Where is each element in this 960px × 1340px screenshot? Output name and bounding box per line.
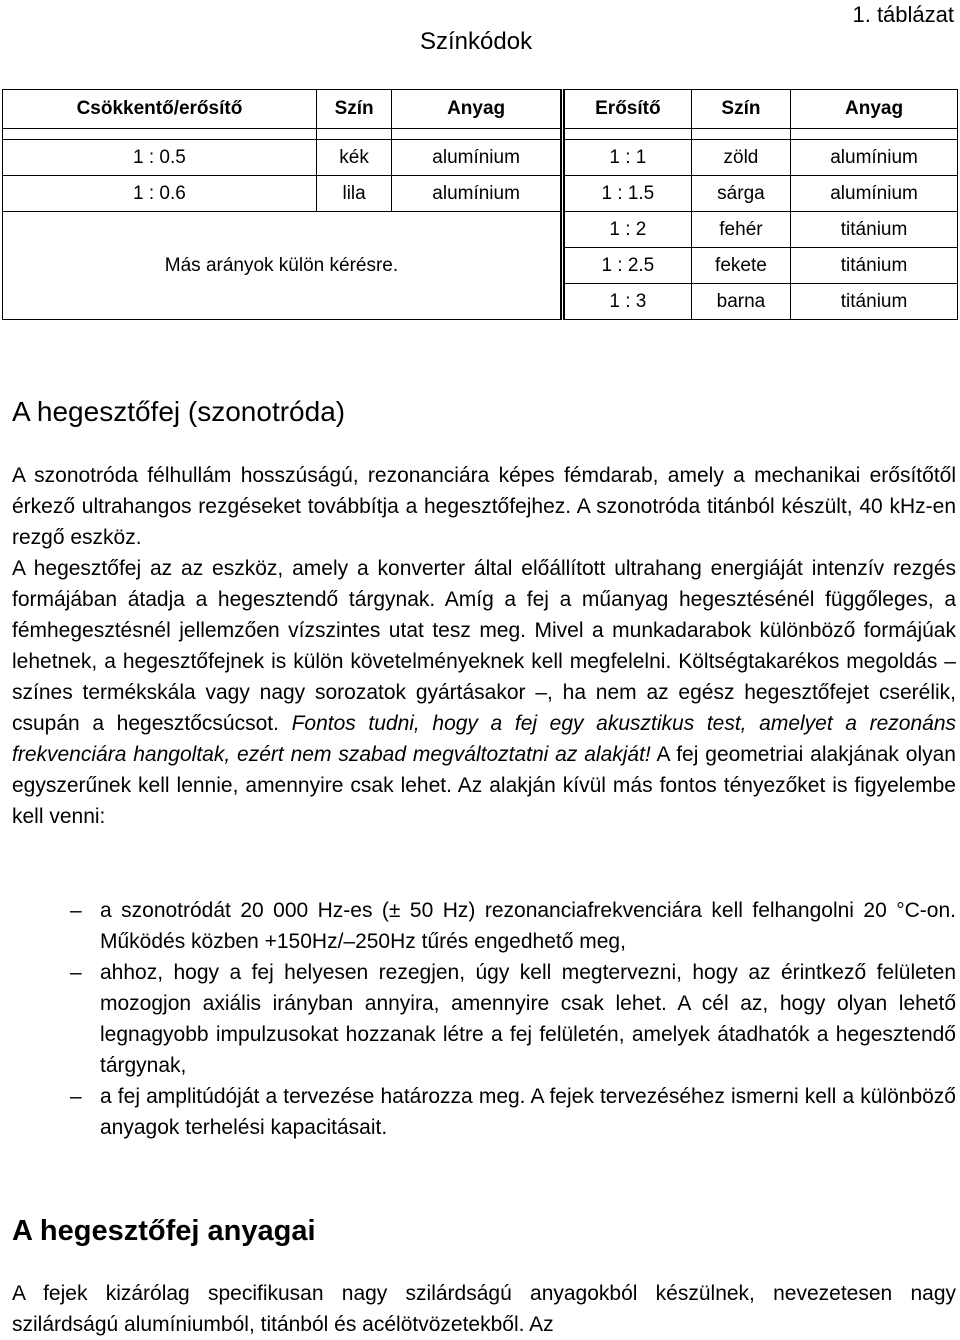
color-code-table: [2, 89, 958, 320]
table-header-cell: Csökkentő/erősítő: [3, 90, 317, 129]
table-header-cell: Szín: [691, 90, 790, 129]
table-cell: lila: [316, 176, 391, 212]
paragraph-emphasis: Fontos tudni, hogy a fej egy akusztikus test, amelyet a rezonáns frekvenciára hangoltak, ezért nem szabad megváltoztatni az alakját!: [12, 712, 956, 766]
table-cell: alumínium: [791, 140, 958, 176]
table-header-cell: Erősítő: [562, 90, 691, 129]
section-heading-materials: A hegesztőfej anyagai: [12, 1215, 316, 1247]
table-cell: alumínium: [392, 140, 563, 176]
table-cell: 1 : 2.5: [562, 248, 691, 284]
table-row: [3, 176, 958, 212]
table-cell: zöld: [691, 140, 790, 176]
table-cell: 1 : 0.6: [3, 176, 317, 212]
table-cell: fekete: [691, 248, 790, 284]
table-header-row: [3, 90, 958, 129]
table-cell: 1 : 3: [562, 284, 691, 320]
table-header-cell: Szín: [316, 90, 391, 129]
table-cell: 1 : 1: [562, 140, 691, 176]
table-number-label: 1. táblázat: [852, 2, 954, 27]
table-caption: Színkódok: [420, 28, 533, 55]
table-cell: kék: [316, 140, 391, 176]
table-cell: 1 : 2: [562, 212, 691, 248]
list-item: – a szonotródát 20 000 Hz-es (± 50 Hz) rezonanciafrekvenciára kell felhangolni 20 °C-on. Működés közben +150Hz/–250Hz tűrés engedhető meg,: [12, 895, 956, 957]
table-cell: 1 : 0.5: [3, 140, 317, 176]
table-cell: fehér: [691, 212, 790, 248]
table-cell: barna: [691, 284, 790, 320]
table-cell: 1 : 1.5: [562, 176, 691, 212]
table-header-cell: Anyag: [791, 90, 958, 129]
list-item: – ahhoz, hogy a fej helyesen rezegjen, úgy kell megtervezni, hogy az érintkező felületen mozogjon axiális irányban annyira, amennyire csak lehet. A cél az, hogy olyan lehető legnagyobb impulzusokat hozzanak létre a fej felületén, amelyek átadhatók a hegesztendő tárgynak,: [12, 957, 956, 1081]
table-header-cell: Anyag: [392, 90, 563, 129]
paragraph-intro: A szonotróda félhullám hosszúságú, rezonanciára képes fémdarab, amely a mechanikai erősítőtől érkező ultrahangos rezgéseket továbbítja a hegesztőfejhez. A szonotróda titánból készült, 40 kHz-en rezgő eszköz.: [12, 464, 956, 549]
table-note-cell: Más arányok külön kérésre.: [3, 212, 563, 320]
requirements-list: [12, 895, 956, 1143]
paragraph-materials: A fejek kizárólag specifikusan nagy szilárdságú anyagokból készülnek, nevezetesen nagy szilárdságú alumíniumból, titánból és acélötvözetekből. Az: [12, 1282, 956, 1336]
paragraph-description: [12, 553, 956, 832]
table-cell: titánium: [791, 248, 958, 284]
table-cell: alumínium: [791, 176, 958, 212]
table-row: [3, 212, 958, 248]
paragraph-text: A fej geometriai alakjának olyan egyszerűnek kell lennie, amennyire csak lehet. Az alakján kívül más fontos tényezőket is figyelembe kell venni:: [12, 743, 956, 828]
table-cell: alumínium: [392, 176, 563, 212]
table-cell: titánium: [791, 284, 958, 320]
table-cell: sárga: [691, 176, 790, 212]
section-heading-sonotrode: A hegesztőfej (szonotróda): [12, 396, 346, 427]
paragraph-text: A hegesztőfej az az eszköz, amely a konverter által előállított ultrahang energiáját intenzív rezgés formájában átadja a hegesztendő tárgynak. Amíg a fej a műanyag hegesztésénél függőleges, a fémhegesztésnél jellemzően vízszintes utat tesz meg. Mivel a munkadarabok különböző formájúak lehetnek, a hegesztőfejnek is külön követelményeknek kell megfelelni. Költségtakarékos megoldás – színes termékskála vagy nagy sorozatok gyártásakor –, ha nem az egész hegesztőfejet cserélik, csupán a hegesztőcsúcsot.: [12, 557, 956, 735]
table-row: [3, 140, 958, 176]
table-cell: titánium: [791, 212, 958, 248]
table-spacer-row: [3, 129, 958, 140]
list-item: – a fej amplitúdóját a tervezése határozza meg. A fejek tervezéséhez ismerni kell a különböző anyagok terhelési kapacitásait.: [12, 1081, 956, 1143]
